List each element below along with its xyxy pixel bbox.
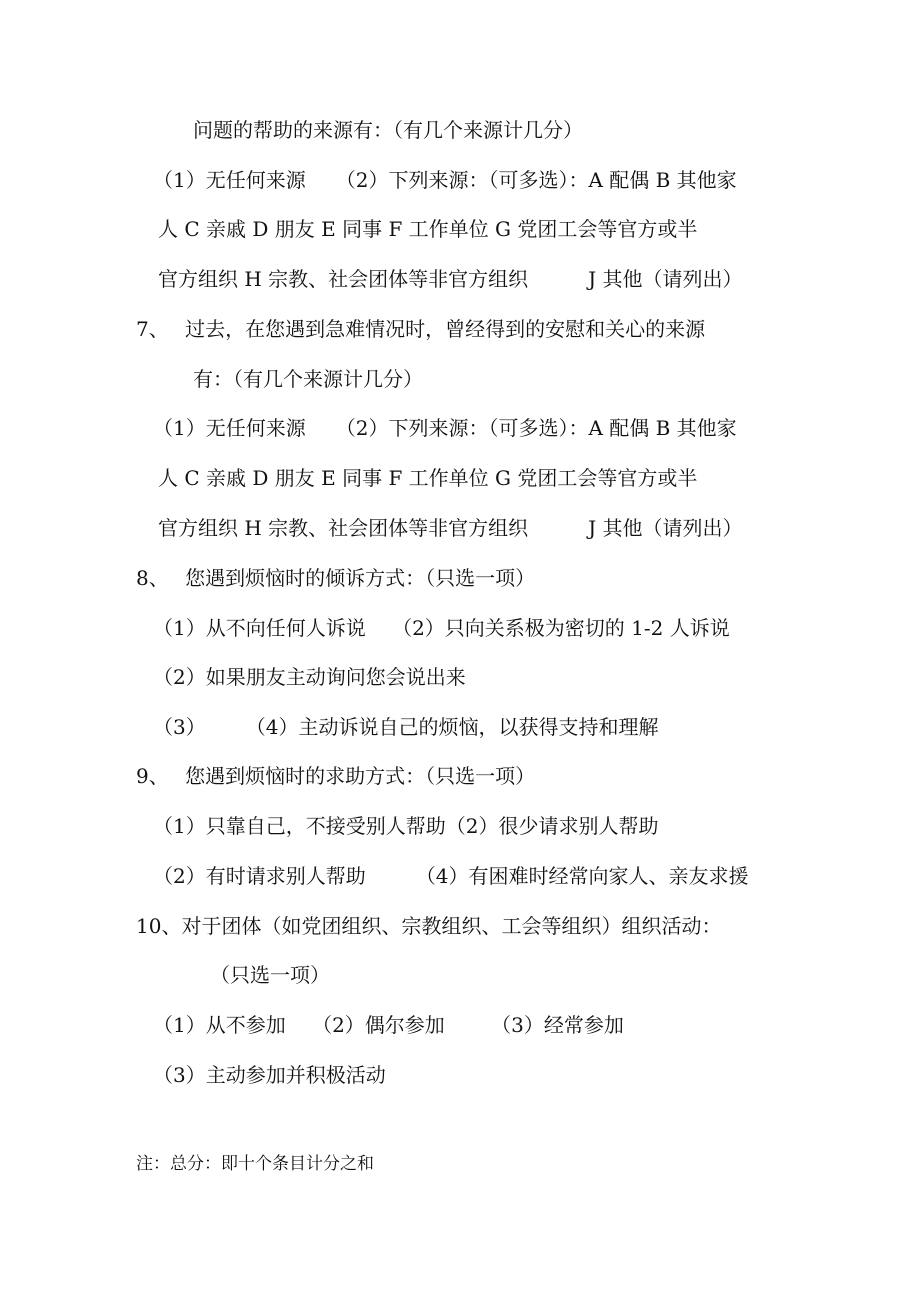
text-line-11: （1）从不向任何人诉说 （2）只向关系极为密切的 1-2 人诉说 [153, 616, 730, 640]
text-line-18: （只选一项） [210, 963, 330, 987]
text-line-4: 官方组织 H 宗教、社会团体等非官方组织 J 其他（请列出） [158, 267, 743, 291]
text-line-3: 人 C 亲戚 D 朋友 E 同事 F 工作单位 G 党团工会等官方或半 [158, 217, 698, 241]
text-line-1: 问题的帮助的来源有：（有几个来源计几分） [193, 118, 583, 142]
text-line-14: 9、 您遇到烦恼时的求助方式：（只选一项） [136, 764, 536, 788]
text-line-19: （1）从不参加 （2）偶尔参加 （3）经常参加 [153, 1013, 624, 1037]
text-line-16: （2）有时请求别人帮助 （4）有困难时经常向家人、亲友求援 [153, 864, 749, 888]
text-line-8: 人 C 亲戚 D 朋友 E 同事 F 工作单位 G 党团工会等官方或半 [158, 466, 698, 490]
text-line-2: （1）无任何来源 （2）下列来源：（可多选）：A 配偶 B 其他家 [153, 168, 737, 192]
footnote: 注：总分：即十个条目计分之和 [136, 1154, 374, 1174]
text-line-7: （1）无任何来源 （2）下列来源：（可多选）：A 配偶 B 其他家 [153, 416, 737, 440]
text-line-5: 7、 过去，在您遇到急难情况时，曾经得到的安慰和关心的来源 [136, 317, 706, 341]
text-line-13: （3） （4）主动诉说自己的烦恼，以获得支持和理解 [153, 715, 659, 739]
text-line-17: 10、对于团体（如党团组织、宗教组织、工会等组织）组织活动： [136, 914, 722, 938]
text-line-15: （1）只靠自己，不接受别人帮助（2）很少请求别人帮助 [153, 814, 659, 838]
text-line-6: 有：（有几个来源计几分） [193, 367, 423, 391]
text-line-12: （2）如果朋友主动询问您会说出来 [153, 665, 466, 689]
text-line-9: 官方组织 H 宗教、社会团体等非官方组织 J 其他（请列出） [158, 516, 743, 540]
text-line-20: （3）主动参加并积极活动 [153, 1063, 386, 1087]
text-line-10: 8、 您遇到烦恼时的倾诉方式：（只选一项） [136, 566, 536, 590]
